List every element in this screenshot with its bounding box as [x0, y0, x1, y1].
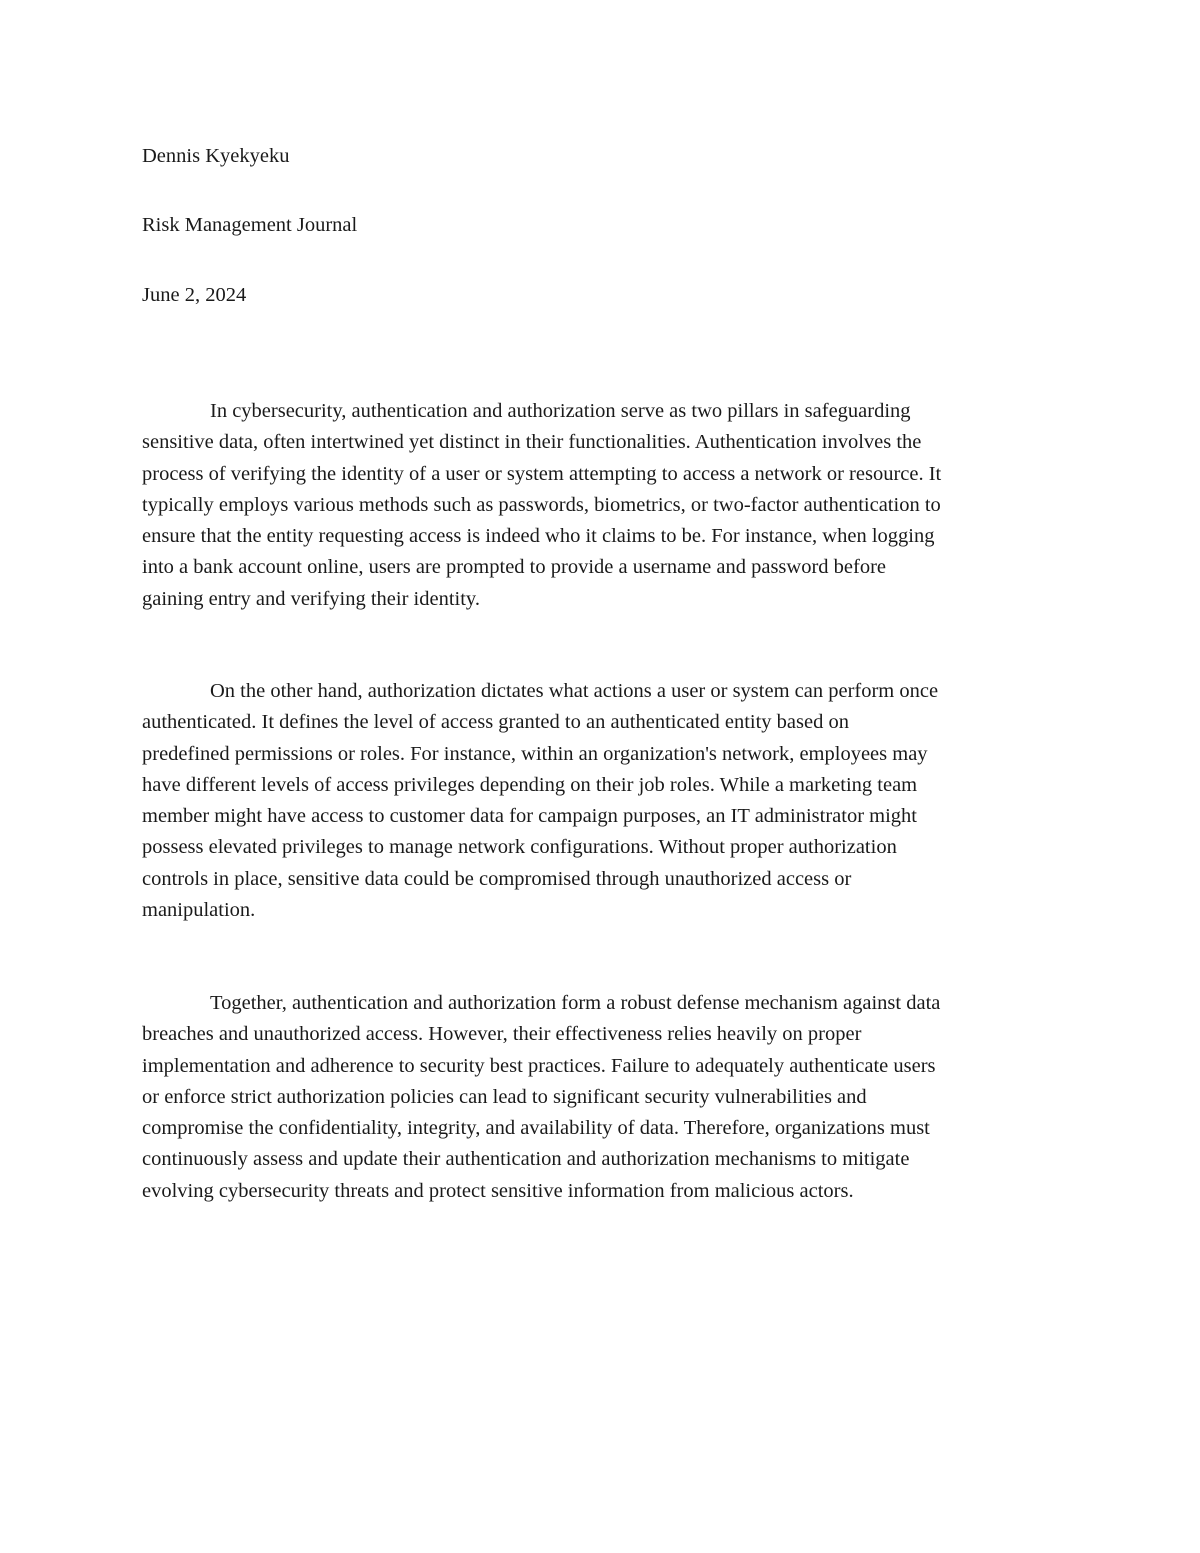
paragraph-line: compromise the confidentiality, integrity, and availability of data. Therefore, organizations must [142, 1117, 930, 1140]
paragraph-line: implementation and adherence to security best practices. Failure to adequately authenticate users [142, 1054, 936, 1077]
paragraph-line: gaining entry and verifying their identity. [142, 587, 480, 610]
paragraph-line: have different levels of access privileges depending on their job roles. While a marketing team [142, 773, 918, 796]
paragraph-line: possess elevated privileges to manage network configurations. Without proper authorization [142, 836, 897, 859]
paragraph-line: continuously assess and update their authentication and authorization mechanisms to mitigate [142, 1148, 910, 1171]
paragraph-line: In cybersecurity, authentication and authorization serve as two pillars in safeguarding [210, 400, 911, 422]
body-paragraph-3 [142, 988, 1072, 1207]
paragraph-line: sensitive data, often intertwined yet distinct in their functionalities. Authentication involves the [142, 431, 922, 454]
paragraph-line: process of verifying the identity of a user or system attempting to access a network or resource. It [142, 462, 942, 485]
body-paragraph-2 [142, 676, 1072, 926]
paragraph-line: or enforce strict authorization policies can lead to significant security vulnerabilities and [142, 1085, 867, 1108]
course-title: Risk Management Journal [142, 214, 358, 236]
body-paragraph-1 [142, 396, 1072, 615]
author-name: Dennis Kyekyeku [142, 145, 290, 167]
paragraph-line: On the other hand, authorization dictates what actions a user or system can perform once [210, 680, 939, 702]
paragraph-line: ensure that the entity requesting access is indeed who it claims to be. For instance, when logging [142, 525, 935, 548]
paragraph-line: typically employs various methods such as passwords, biometrics, or two-factor authentication to [142, 493, 941, 516]
paragraph-line: member might have access to customer data for campaign purposes, an IT administrator might [142, 805, 917, 828]
paragraph-line: into a bank account online, users are prompted to provide a username and password before [142, 556, 887, 579]
paragraph-line: manipulation. [142, 899, 256, 922]
document-date: June 2, 2024 [142, 284, 247, 306]
paragraph-line: predefined permissions or roles. For instance, within an organization's network, employees may [142, 742, 928, 765]
paragraph-line: evolving cybersecurity threats and protect sensitive information from malicious actors. [142, 1179, 854, 1202]
paragraph-line: Together, authentication and authorization form a robust defense mechanism against data [210, 992, 941, 1014]
paragraph-line: controls in place, sensitive data could be compromised through unauthorized access or [142, 867, 852, 890]
paragraph-line: authenticated. It defines the level of access granted to an authenticated entity based on [142, 711, 849, 734]
paragraph-line: breaches and unauthorized access. However, their effectiveness relies heavily on proper [142, 1023, 862, 1046]
